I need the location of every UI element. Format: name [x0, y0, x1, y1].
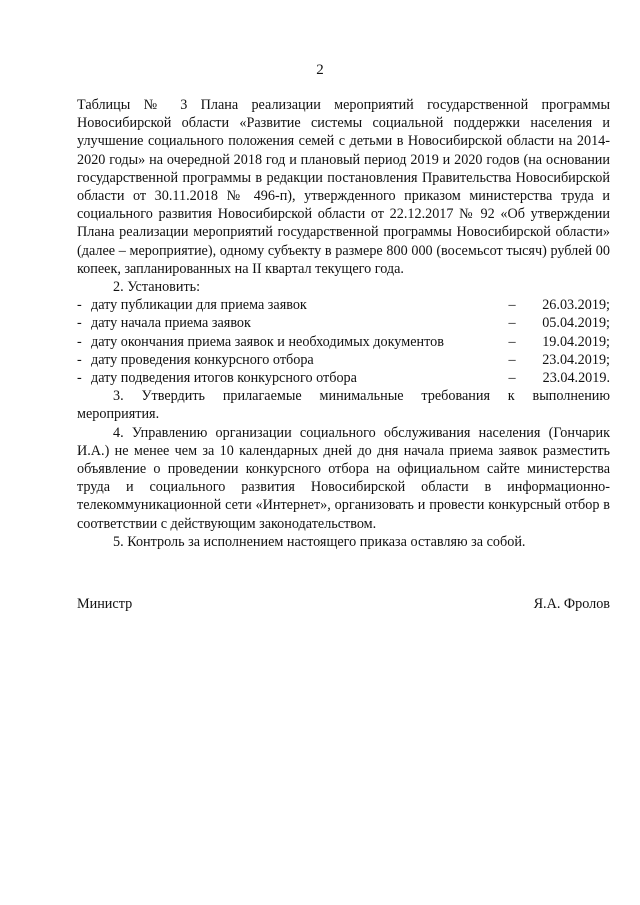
date-row	[77, 296, 610, 314]
date-row	[77, 369, 610, 387]
intro-paragraph: Таблицы № 3 Плана реализации мероприятий государственной программы Новосибирской области «Развитие системы социальной поддержки населения и улучшение социального положения семей с детьми в Новосибирской области на 2014-2020 годы» на очередной 2018 год и плановый период 2019 и 2020 годов (на основании государственной программы в редакции постановления Правительства Новосибирской области от 30.11.2018 № 496-п), утвержденного приказом министерства труда и социального развития Новосибирской области от 22.12.2017 № 92 «Об утверждении Плана реализации мероприятий государственной программы Новосибирской области» (далее – мероприятие), одному субъекту в размере 800 000 (восемьсот тысяч) рублей 00 копеек, запланированных на II квартал текущего года.	[77, 97, 610, 277]
date-dash: –	[508, 315, 516, 332]
date-value: 26.03.2019;	[542, 297, 610, 314]
date-dash: –	[508, 351, 516, 368]
dates-list	[77, 296, 610, 387]
date-dash: –	[508, 369, 516, 386]
item-2-heading: 2. Установить:	[113, 279, 201, 296]
date-label: дату подведения итогов конкурсного отбора	[91, 369, 357, 386]
list-bullet: -	[77, 297, 82, 314]
signatory-name: Я.А. Фролов	[533, 596, 610, 612]
date-value: 23.04.2019;	[542, 351, 610, 368]
item-5-paragraph: 5. Контроль за исполнением настоящего приказа оставляю за собой.	[113, 533, 526, 550]
item-4-paragraph: 4. Управлению организации социального обслуживания населения (Гончарик И.А.) не менее чем за 10 календарных дней до дня начала приема заявок разместить объявление о проведении конкурсного отбора на официальном сайте министерства труда и социального развития Новосибирской области в информационно-телекоммуникационной сети «Интернет», организовать и провести конкурсный отбор в соответствии с действующим законодательством.	[77, 424, 610, 532]
date-dash: –	[508, 333, 516, 350]
date-label: дату окончания приема заявок и необходимых документов	[91, 333, 444, 350]
date-label: дату начала приема заявок	[91, 315, 251, 332]
document-body	[77, 96, 610, 551]
list-bullet: -	[77, 333, 82, 350]
date-value: 05.04.2019;	[542, 315, 610, 332]
date-value: 23.04.2019.	[542, 369, 610, 386]
date-dash: –	[508, 297, 516, 314]
date-value: 19.04.2019;	[542, 333, 610, 350]
signatory-position: Министр	[77, 596, 133, 612]
item-3-paragraph: 3. Утвердить прилагаемые минимальные требования к выполнению мероприятия.	[77, 388, 610, 423]
date-row	[77, 314, 610, 332]
signature-block	[77, 596, 610, 613]
list-bullet: -	[77, 369, 82, 386]
date-row	[77, 333, 610, 351]
date-label: дату публикации для приема заявок	[91, 297, 307, 314]
date-label: дату проведения конкурсного отбора	[91, 351, 314, 368]
date-row	[77, 351, 610, 369]
page-number: 2	[316, 62, 324, 78]
list-bullet: -	[77, 315, 82, 332]
list-bullet: -	[77, 351, 82, 368]
